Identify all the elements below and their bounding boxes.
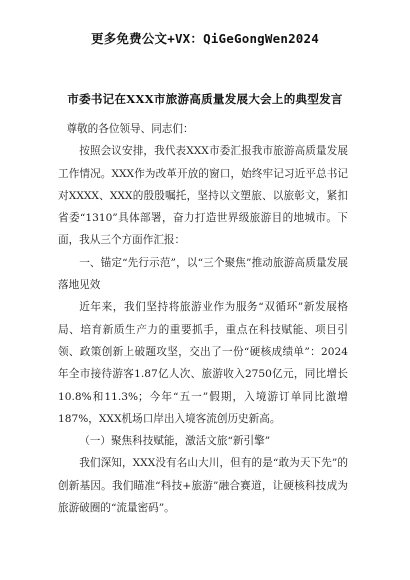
document-body bbox=[58, 118, 348, 519]
salutation: 尊敬的各位领导、同志们： bbox=[66, 123, 194, 135]
promo-banner: 更多免费公文+VX：QiGeGongWen2024 bbox=[91, 31, 319, 46]
subsection-one-heading: （一）聚焦科技赋能，激活文旅“新引擎” bbox=[79, 435, 271, 448]
document-title: 市委书记在XXX市旅游高质量发展大会上的典型发言 bbox=[67, 92, 343, 106]
section-one-paragraph: 近年来，我们坚持将旅游业作为服务“双循环”新发展格局、培育新质生产力的重要抓手，重点在科技赋能、项目引领、政策创新上破题攻坚，交出了一份“硬核成绩单”：2024年全市接待游客1.87亿人次、旅游收入2750亿元，同比增长10.8%和11.3%；今年“五一”假期，入境游订单同比激增187%，XXX机场口岸出入境客流创历史新高。 bbox=[58, 301, 348, 425]
subsection-one-paragraph: 我们深知，XXX没有名山大川，但有的是“敢为天下先”的创新基因。我们瞄准“科技+旅游”融合赛道，让硬核科技成为旅游破圈的“流量密码”。 bbox=[58, 457, 348, 515]
intro-paragraph: 按照会议安排，我代表XXX市委汇报我市旅游高质量发展工作情况。XXX作为改革开放的窗口，始终牢记习近平总书记对XXXX、XXX的殷殷嘱托，坚持以文塑旅、以旅彰文，紧扣省委“1310”具体部署，奋力打造世界级旅游目的地城市。下面，我从三个方面作汇报： bbox=[58, 145, 348, 247]
section-one-heading: 一、锚定“先行示范”，以“三个聚焦”推动旅游高质量发展落地见效 bbox=[58, 256, 348, 292]
